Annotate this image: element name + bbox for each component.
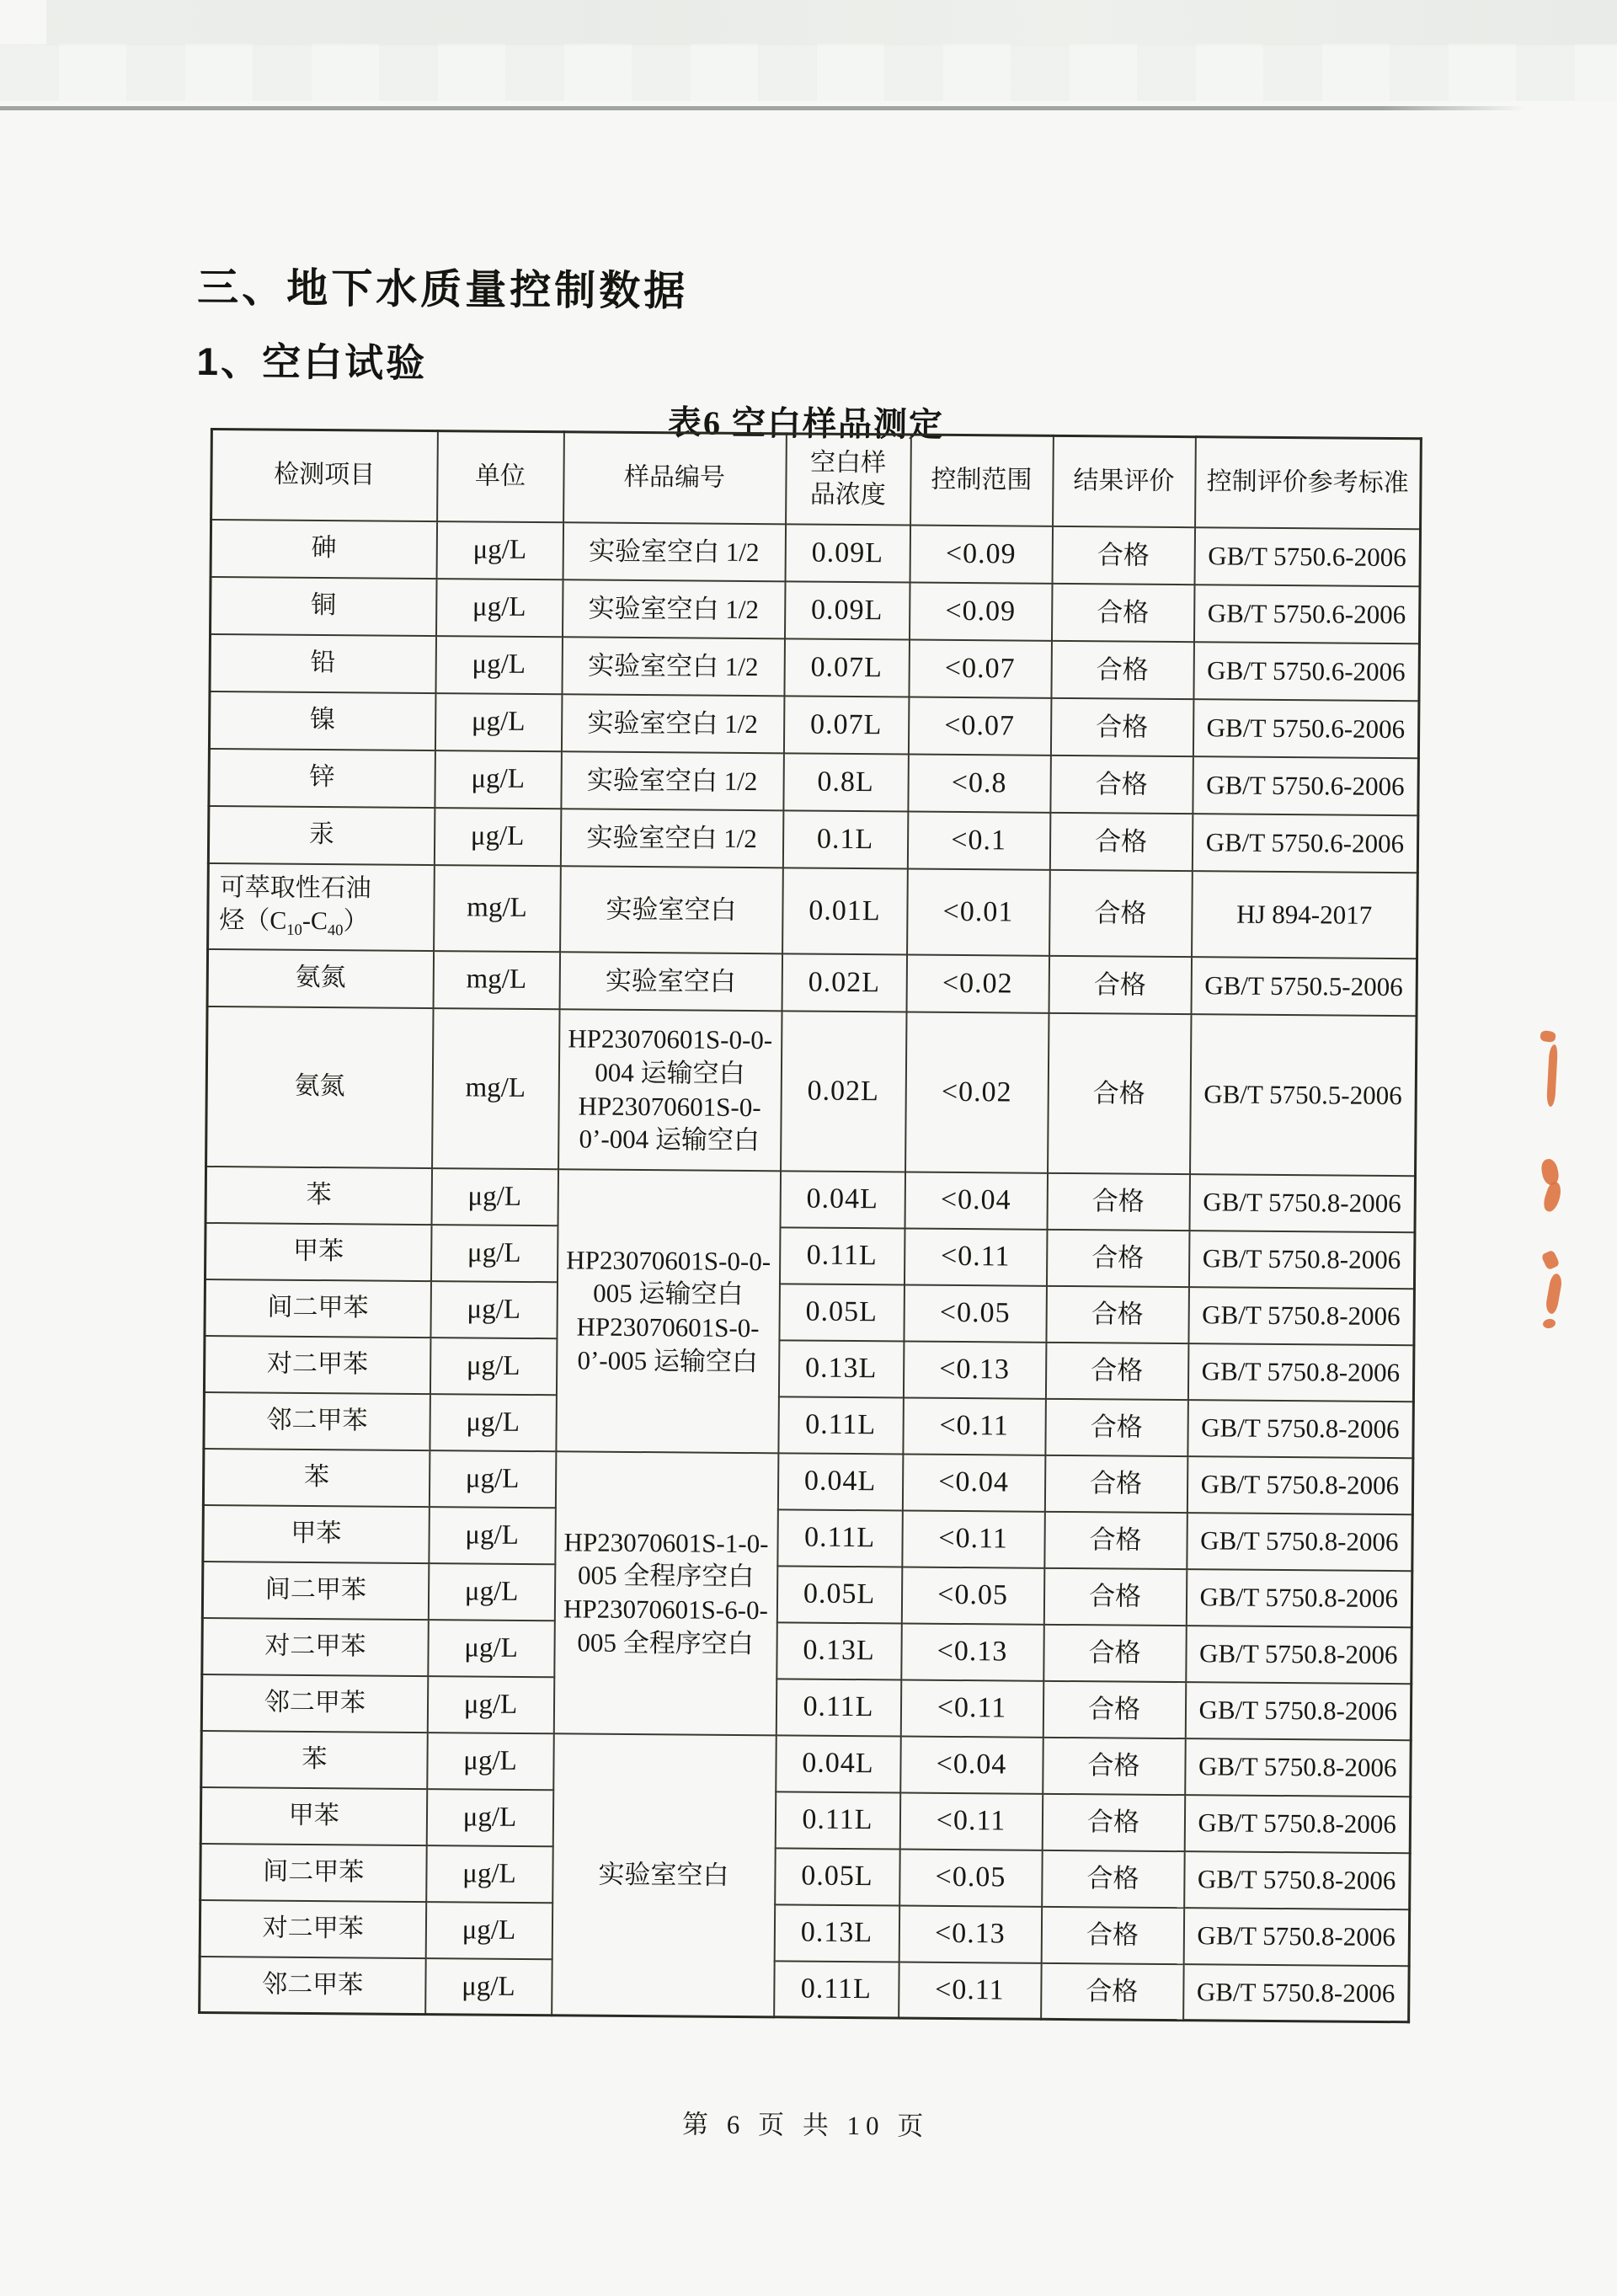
table-row bbox=[200, 1786, 1410, 1852]
item-cell: 间二甲苯 bbox=[202, 1561, 429, 1619]
column-header: 单位 bbox=[437, 431, 564, 522]
unit-cell: μg/L bbox=[427, 1676, 554, 1733]
control-range-cell: <0.05 bbox=[904, 1284, 1047, 1342]
unit-cell: μg/L bbox=[426, 1845, 553, 1903]
item-cell: 邻二甲苯 bbox=[201, 1674, 428, 1732]
blank-concentration-cell: 0.02L bbox=[782, 953, 907, 1012]
result-cell: 合格 bbox=[1047, 1172, 1190, 1230]
table-row bbox=[202, 1561, 1412, 1626]
reference-standard-cell: GB/T 5750.6-2006 bbox=[1194, 527, 1421, 586]
item-cell: 邻二甲苯 bbox=[200, 1956, 426, 2014]
result-cell: 合格 bbox=[1046, 1285, 1189, 1343]
blank-concentration-cell: 0.11L bbox=[777, 1509, 903, 1567]
unit-cell: μg/L bbox=[426, 1789, 553, 1846]
blank-concentration-cell: 0.05L bbox=[779, 1284, 905, 1341]
unit-cell: μg/L bbox=[428, 1563, 555, 1621]
item-cell: 汞 bbox=[208, 805, 435, 864]
unit-cell: μg/L bbox=[429, 1507, 556, 1564]
unit-cell: μg/L bbox=[429, 1450, 556, 1508]
blank-concentration-cell: 0.11L bbox=[778, 1396, 904, 1454]
sample-id-cell: 实验室空白 bbox=[560, 866, 783, 953]
result-cell: 合格 bbox=[1052, 526, 1195, 584]
blank-concentration-cell: 0.05L bbox=[775, 1848, 900, 1905]
table-row bbox=[203, 1448, 1412, 1514]
reference-standard-cell: GB/T 5750.8-2006 bbox=[1186, 1569, 1412, 1627]
blank-concentration-cell: 0.11L bbox=[774, 1961, 899, 2018]
unit-cell: mg/L bbox=[434, 865, 561, 952]
reference-standard-cell: GB/T 5750.5-2006 bbox=[1190, 1014, 1417, 1176]
item-cell: 甲苯 bbox=[203, 1504, 430, 1562]
item-cell: 铜 bbox=[211, 577, 437, 636]
unit-cell: mg/L bbox=[432, 1008, 559, 1169]
blank-concentration-cell: 0.11L bbox=[776, 1679, 901, 1736]
blank-concentration-cell: 0.11L bbox=[779, 1227, 905, 1284]
table-row bbox=[208, 805, 1417, 872]
table-row bbox=[202, 1617, 1412, 1683]
column-header: 空白样 品浓度 bbox=[786, 434, 911, 525]
result-cell: 合格 bbox=[1050, 755, 1193, 813]
item-cell: 氨氮 bbox=[206, 1006, 433, 1167]
blank-concentration-cell: 0.09L bbox=[784, 581, 910, 639]
reference-standard-cell: GB/T 5750.8-2006 bbox=[1185, 1682, 1412, 1740]
sample-id-cell: 实验室空白 1/2 bbox=[562, 637, 785, 696]
page-footer: 第 6 页 共 10 页 bbox=[681, 2109, 930, 2141]
blank-concentration-cell: 0.8L bbox=[783, 753, 909, 811]
item-cell: 甲苯 bbox=[205, 1222, 432, 1280]
item-cell: 对二甲苯 bbox=[202, 1617, 429, 1675]
control-range-cell: <0.11 bbox=[899, 1962, 1042, 2019]
result-cell: 合格 bbox=[1049, 812, 1193, 870]
control-range-cell: <0.04 bbox=[902, 1454, 1045, 1511]
control-range-cell: <0.04 bbox=[905, 1172, 1048, 1229]
unit-cell: μg/L bbox=[430, 1394, 557, 1451]
result-cell: 合格 bbox=[1050, 697, 1193, 756]
table-row bbox=[206, 1006, 1417, 1175]
item-cell: 间二甲苯 bbox=[205, 1279, 431, 1337]
blank-concentration-cell: 0.04L bbox=[776, 1735, 901, 1792]
result-cell: 合格 bbox=[1041, 1906, 1184, 1963]
control-range-cell: <0.13 bbox=[903, 1341, 1046, 1398]
unit-cell: mg/L bbox=[433, 951, 560, 1009]
table-row bbox=[209, 748, 1418, 814]
column-header: 控制范围 bbox=[910, 435, 1054, 526]
control-range-cell: <0.02 bbox=[906, 954, 1049, 1012]
column-header: 样品编号 bbox=[563, 432, 787, 524]
sample-id-cell: HP23070601S-0-0-004 运输空白 HP23070601S-0-0’-004 运输空白 bbox=[558, 1009, 782, 1171]
item-cell: 砷 bbox=[211, 520, 437, 579]
control-range-cell: <0.13 bbox=[899, 1905, 1042, 1962]
reference-standard-cell: GB/T 5750.8-2006 bbox=[1188, 1287, 1415, 1345]
control-range-cell: <0.11 bbox=[904, 1228, 1047, 1285]
control-range-cell: <0.07 bbox=[908, 697, 1051, 755]
blank-test-table bbox=[198, 428, 1422, 2023]
result-cell: 合格 bbox=[1043, 1680, 1186, 1738]
reference-standard-cell: GB/T 5750.8-2006 bbox=[1189, 1174, 1416, 1232]
sample-id-cell: HP23070601S-0-0-005 运输空白 HP23070601S-0-0’-005 运输空白 bbox=[556, 1169, 781, 1453]
result-cell: 合格 bbox=[1043, 1624, 1187, 1681]
table-row bbox=[207, 948, 1417, 1015]
unit-cell: μg/L bbox=[431, 1168, 558, 1225]
reference-standard-cell: GB/T 5750.8-2006 bbox=[1186, 1626, 1412, 1684]
blank-concentration-cell: 0.02L bbox=[781, 1011, 906, 1172]
table-row bbox=[210, 634, 1419, 701]
item-cell: 锌 bbox=[209, 748, 435, 807]
item-cell: 对二甲苯 bbox=[204, 1335, 430, 1393]
column-header: 结果评价 bbox=[1053, 435, 1196, 526]
control-range-cell: <0.11 bbox=[899, 1792, 1043, 1850]
result-cell: 合格 bbox=[1043, 1737, 1186, 1794]
control-range-cell: <0.13 bbox=[901, 1623, 1044, 1680]
result-cell: 合格 bbox=[1043, 1567, 1187, 1625]
result-cell: 合格 bbox=[1045, 1398, 1188, 1455]
item-cell: 镍 bbox=[209, 691, 435, 750]
table-row bbox=[201, 1674, 1411, 1739]
table-row bbox=[205, 1222, 1415, 1288]
table-row bbox=[204, 1391, 1413, 1457]
blank-concentration-cell: 0.04L bbox=[780, 1171, 905, 1228]
blank-concentration-cell: 0.11L bbox=[775, 1791, 900, 1849]
reference-standard-cell: GB/T 5750.8-2006 bbox=[1183, 1908, 1410, 1966]
blank-concentration-cell: 0.13L bbox=[774, 1904, 899, 1962]
table-body bbox=[200, 430, 1422, 2022]
blank-concentration-cell: 0.09L bbox=[785, 524, 910, 582]
item-cell: 间二甲苯 bbox=[200, 1843, 427, 1901]
unit-cell: μg/L bbox=[425, 1902, 552, 1959]
column-header: 检测项目 bbox=[211, 430, 438, 521]
control-range-cell: <0.02 bbox=[905, 1012, 1049, 1172]
result-cell: 合格 bbox=[1051, 583, 1194, 641]
table-row bbox=[203, 1504, 1412, 1570]
control-range-cell: <0.01 bbox=[907, 868, 1050, 955]
table-row bbox=[205, 1279, 1414, 1344]
item-cell: 苯 bbox=[203, 1448, 430, 1506]
result-cell: 合格 bbox=[1048, 1012, 1191, 1173]
blank-concentration-cell: 0.07L bbox=[784, 638, 910, 697]
control-range-cell: <0.1 bbox=[907, 811, 1050, 869]
control-range-cell: <0.05 bbox=[901, 1567, 1044, 1624]
unit-cell: μg/L bbox=[430, 1338, 557, 1395]
sample-id-cell: 实验室空白 bbox=[559, 952, 782, 1011]
reference-standard-cell: GB/T 5750.8-2006 bbox=[1187, 1400, 1414, 1458]
reference-standard-cell: GB/T 5750.8-2006 bbox=[1184, 1851, 1411, 1909]
control-range-cell: <0.8 bbox=[908, 754, 1051, 812]
result-cell: 合格 bbox=[1041, 1962, 1184, 2020]
item-cell: 铅 bbox=[210, 634, 436, 693]
reference-standard-cell: GB/T 5750.8-2006 bbox=[1187, 1343, 1414, 1402]
control-range-cell: <0.11 bbox=[900, 1679, 1043, 1737]
unit-cell: μg/L bbox=[427, 1733, 554, 1790]
unit-cell: μg/L bbox=[435, 636, 563, 694]
sample-id-cell: 实验室空白 1/2 bbox=[561, 694, 784, 753]
table-row bbox=[208, 862, 1418, 958]
result-cell: 合格 bbox=[1046, 1229, 1189, 1286]
result-cell: 合格 bbox=[1042, 1850, 1185, 1907]
blank-concentration-cell: 0.05L bbox=[776, 1566, 902, 1623]
blank-concentration-cell: 0.07L bbox=[783, 696, 909, 754]
table-row bbox=[200, 1899, 1409, 1965]
result-cell: 合格 bbox=[1045, 1342, 1188, 1399]
table-row bbox=[209, 691, 1418, 758]
item-cell: 苯 bbox=[205, 1166, 432, 1224]
reference-standard-cell: HJ 894-2017 bbox=[1192, 871, 1418, 958]
sample-id-cell: 实验室空白 1/2 bbox=[560, 809, 783, 868]
item-cell: 对二甲苯 bbox=[200, 1899, 426, 1957]
control-range-cell: <0.09 bbox=[909, 582, 1052, 640]
unit-cell: μg/L bbox=[425, 1958, 552, 2016]
control-range-cell: <0.04 bbox=[900, 1736, 1043, 1793]
result-cell: 合格 bbox=[1051, 640, 1194, 698]
unit-cell: μg/L bbox=[434, 808, 561, 866]
table-row bbox=[200, 1843, 1410, 1909]
unit-cell: μg/L bbox=[436, 521, 563, 579]
table-row bbox=[205, 1166, 1415, 1231]
unit-cell: μg/L bbox=[430, 1225, 558, 1282]
unit-cell: μg/L bbox=[436, 579, 563, 637]
table-row bbox=[200, 1956, 1409, 2021]
sample-id-cell: 实验室空白 bbox=[552, 1733, 776, 2017]
reference-standard-cell: GB/T 5750.6-2006 bbox=[1192, 814, 1418, 873]
sample-id-cell: HP23070601S-1-0-005 全程序空白 HP23070601S-6-0-005 全程序空白 bbox=[553, 1451, 778, 1735]
blank-concentration-cell: 0.13L bbox=[776, 1622, 902, 1679]
table-row bbox=[204, 1335, 1413, 1401]
reference-standard-cell: GB/T 5750.6-2006 bbox=[1193, 756, 1419, 815]
reference-standard-cell: GB/T 5750.6-2006 bbox=[1193, 699, 1419, 758]
control-range-cell: <0.09 bbox=[910, 525, 1053, 583]
column-header: 控制评价参考标准 bbox=[1195, 437, 1422, 529]
table-row bbox=[201, 1730, 1411, 1796]
reference-standard-cell: GB/T 5750.8-2006 bbox=[1188, 1231, 1415, 1289]
result-cell: 合格 bbox=[1049, 955, 1192, 1013]
reference-standard-cell: GB/T 5750.5-2006 bbox=[1191, 957, 1417, 1016]
table-row bbox=[211, 520, 1420, 586]
blank-concentration-cell: 0.1L bbox=[782, 810, 908, 868]
unit-cell: μg/L bbox=[435, 693, 562, 751]
unit-cell: μg/L bbox=[430, 1281, 558, 1338]
blank-concentration-cell: 0.01L bbox=[782, 868, 908, 954]
result-cell: 合格 bbox=[1044, 1455, 1187, 1512]
item-cell: 甲苯 bbox=[200, 1786, 427, 1845]
blank-concentration-cell: 0.04L bbox=[777, 1453, 903, 1510]
reference-standard-cell: GB/T 5750.6-2006 bbox=[1193, 642, 1420, 701]
control-range-cell: <0.11 bbox=[903, 1397, 1046, 1455]
unit-cell: μg/L bbox=[435, 750, 562, 809]
reference-standard-cell: GB/T 5750.6-2006 bbox=[1193, 585, 1420, 643]
reference-standard-cell: GB/T 5750.8-2006 bbox=[1183, 1964, 1410, 2022]
subsection-title: 1、空白试验 bbox=[196, 339, 428, 386]
section-title: 三、地下水质量控制数据 bbox=[197, 264, 689, 315]
table-title: 表6 空白样品测定 bbox=[667, 403, 945, 444]
unit-cell: μg/L bbox=[428, 1620, 555, 1677]
item-cell: 邻二甲苯 bbox=[204, 1391, 430, 1450]
reference-standard-cell: GB/T 5750.8-2006 bbox=[1185, 1738, 1412, 1797]
control-range-cell: <0.07 bbox=[909, 639, 1052, 697]
result-cell: 合格 bbox=[1042, 1793, 1185, 1850]
sample-id-cell: 实验室空白 1/2 bbox=[563, 579, 786, 638]
result-cell: 合格 bbox=[1049, 869, 1193, 956]
reference-standard-cell: GB/T 5750.8-2006 bbox=[1187, 1456, 1413, 1514]
item-cell: 氨氮 bbox=[207, 948, 434, 1007]
table-header-row bbox=[211, 430, 1422, 529]
item-cell: 可萃取性石油 烃$(C_{10}-C_{40})$ bbox=[208, 862, 435, 950]
reference-standard-cell: GB/T 5750.8-2006 bbox=[1184, 1795, 1411, 1853]
control-range-cell: <0.11 bbox=[902, 1510, 1045, 1567]
sample-id-cell: 实验室空白 1/2 bbox=[563, 522, 786, 581]
reference-standard-cell: GB/T 5750.8-2006 bbox=[1187, 1513, 1413, 1571]
sample-id-cell: 实验室空白 1/2 bbox=[561, 751, 784, 810]
table-row bbox=[211, 577, 1420, 643]
control-range-cell: <0.05 bbox=[899, 1849, 1043, 1906]
result-cell: 合格 bbox=[1044, 1511, 1187, 1568]
blank-concentration-cell: 0.13L bbox=[778, 1340, 904, 1397]
item-cell: 苯 bbox=[201, 1730, 428, 1788]
